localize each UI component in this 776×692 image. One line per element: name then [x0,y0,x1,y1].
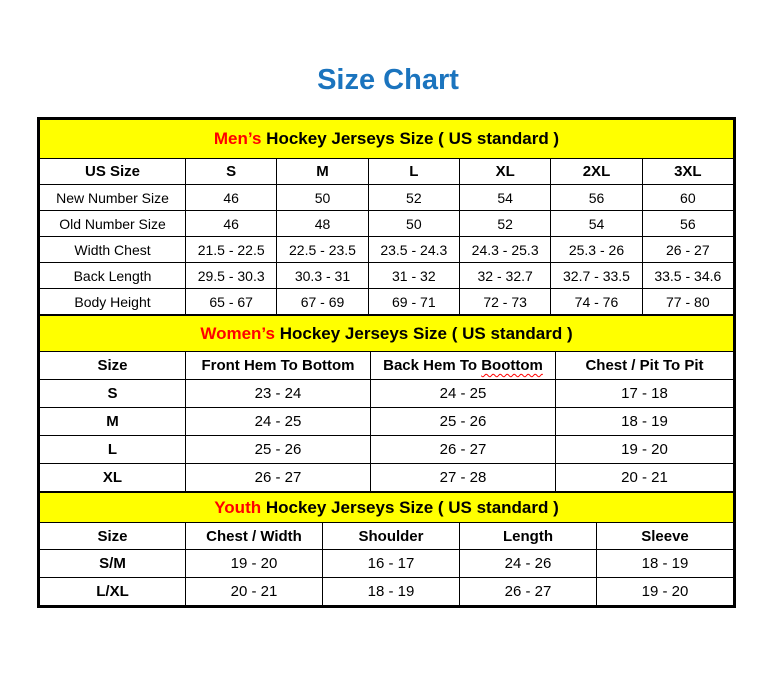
table-row [40,408,734,436]
table-cell: 26 - 27 [371,436,556,464]
table-cell: 22.5 - 23.5 [277,237,368,263]
table-row [40,550,734,578]
table-cell: 19 - 20 [597,578,734,606]
youth-column-header-row [40,523,734,550]
column-header: Chest / Width [186,523,323,550]
row-label: S/M [40,550,186,578]
row-label: Body Height [40,289,186,315]
youth-section-header [40,493,734,523]
table-row [40,436,734,464]
row-label: Back Length [40,263,186,289]
table-cell: 67 - 69 [277,289,368,315]
table-cell: 17 - 18 [556,380,734,408]
table-cell: 23 - 24 [186,380,371,408]
row-label: Old Number Size [40,211,186,237]
table-cell: 18 - 19 [556,408,734,436]
table-cell: 16 - 17 [323,550,460,578]
mens-section-accent: Men’s [213,129,262,148]
row-label: M [40,408,186,436]
youth-section-header-row [40,493,734,523]
table-row [40,185,734,211]
table-cell: 72 - 73 [459,289,550,315]
table-cell: 33.5 - 34.6 [642,263,733,289]
column-header [371,352,556,380]
youth-section-accent: Youth [214,497,262,517]
table-cell: 26 - 27 [460,578,597,606]
table-cell: 69 - 71 [368,289,459,315]
column-header: Size [40,523,186,550]
column-header: L [368,159,459,185]
table-cell: 65 - 67 [186,289,277,315]
mens-section-title: Hockey Jerseys Size ( US standard ) [266,129,560,148]
table-cell: 24 - 25 [371,380,556,408]
row-label: XL [40,464,186,492]
womens-size-table [39,315,734,492]
table-cell: 26 - 27 [642,237,733,263]
table-cell: 19 - 20 [556,436,734,464]
table-cell: 52 [368,185,459,211]
column-header: 3XL [642,159,733,185]
column-header: Size [40,352,186,380]
mens-size-table [39,119,734,315]
table-cell: 21.5 - 22.5 [186,237,277,263]
table-cell: 74 - 76 [551,289,642,315]
size-chart-tables [37,117,736,608]
column-header: M [277,159,368,185]
table-row [40,263,734,289]
table-cell: 25.3 - 26 [551,237,642,263]
table-cell: 54 [459,185,550,211]
mens-section-header-row [40,120,734,159]
page-title: Size Chart [317,64,459,96]
row-label: S [40,380,186,408]
column-header: 2XL [551,159,642,185]
table-cell: 52 [459,211,550,237]
column-header: Front Hem To Bottom [186,352,371,380]
table-row [40,578,734,606]
column-header: US Size [40,159,186,185]
table-cell: 56 [551,185,642,211]
table-cell: 60 [642,185,733,211]
table-cell: 20 - 21 [186,578,323,606]
table-row [40,380,734,408]
table-row [40,237,734,263]
table-cell: 20 - 21 [556,464,734,492]
column-header: Shoulder [323,523,460,550]
table-cell: 77 - 80 [642,289,733,315]
table-cell: 24 - 26 [460,550,597,578]
table-cell: 48 [277,211,368,237]
table-cell: 25 - 26 [371,408,556,436]
mens-section-header [40,120,734,159]
table-row [40,464,734,492]
column-header-text: Back Hem To [383,357,478,374]
column-header: S [186,159,277,185]
table-row [40,211,734,237]
table-cell: 30.3 - 31 [277,263,368,289]
table-cell: 50 [277,185,368,211]
column-header: Sleeve [597,523,734,550]
row-label: L/XL [40,578,186,606]
womens-section-title: Hockey Jerseys Size ( US standard ) [279,323,573,343]
table-cell: 56 [642,211,733,237]
womens-section-accent: Women’s [200,323,275,343]
column-header: XL [459,159,550,185]
table-cell: 24 - 25 [186,408,371,436]
row-label: L [40,436,186,464]
table-cell: 46 [186,211,277,237]
womens-column-header-row [40,352,734,380]
table-cell: 24.3 - 25.3 [459,237,550,263]
table-cell: 23.5 - 24.3 [368,237,459,263]
youth-size-table [39,492,734,606]
table-cell: 32.7 - 33.5 [551,263,642,289]
table-cell: 25 - 26 [186,436,371,464]
table-cell: 26 - 27 [186,464,371,492]
table-cell: 32 - 32.7 [459,263,550,289]
table-cell: 19 - 20 [186,550,323,578]
table-row [40,289,734,315]
womens-section-header-row [40,316,734,352]
column-header: Length [460,523,597,550]
column-header: Chest / Pit To Pit [556,352,734,380]
table-cell: 27 - 28 [371,464,556,492]
table-cell: 29.5 - 30.3 [186,263,277,289]
row-label: New Number Size [40,185,186,211]
table-cell: 46 [186,185,277,211]
table-cell: 50 [368,211,459,237]
youth-section-title: Hockey Jerseys Size ( US standard ) [265,497,559,517]
row-label: Width Chest [40,237,186,263]
table-cell: 54 [551,211,642,237]
misspelled-word: Boottom [481,357,543,374]
table-cell: 31 - 32 [368,263,459,289]
mens-column-header-row [40,159,734,185]
table-cell: 18 - 19 [323,578,460,606]
womens-section-header [40,316,734,352]
table-cell: 18 - 19 [597,550,734,578]
